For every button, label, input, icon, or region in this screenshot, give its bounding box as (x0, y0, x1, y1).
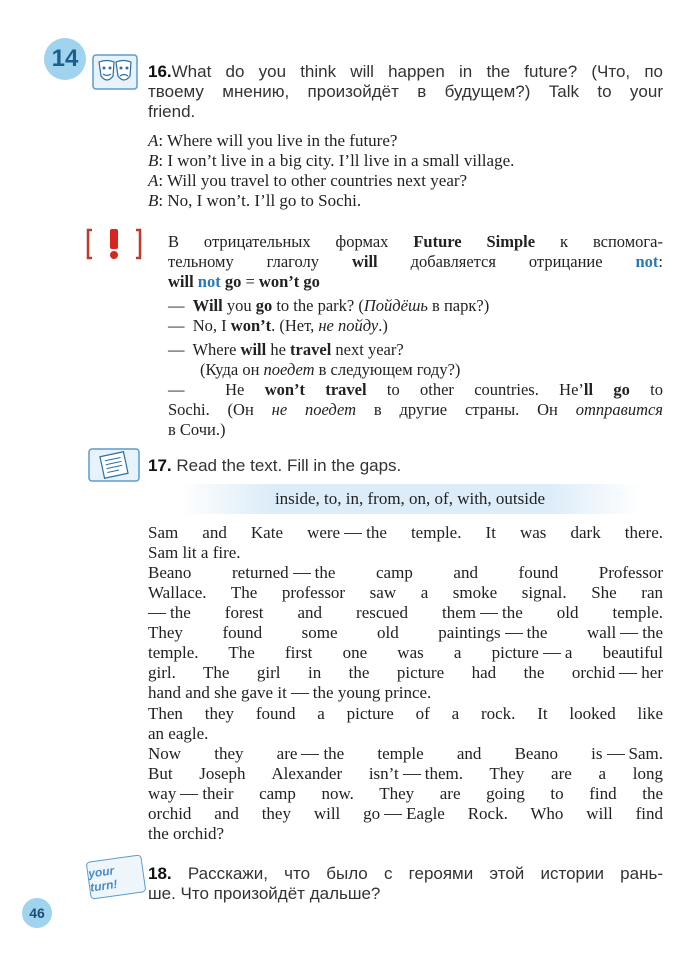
ex18-title-line-1: 18. Расскажи, что было с героями этой истории рань- (148, 864, 663, 883)
gap-blank[interactable] (607, 754, 625, 755)
text-line: an eagle. (148, 724, 209, 743)
rule-example-1: — Will you go to the park? (Пойдёшь в парк?) (168, 296, 490, 315)
ex16-title-line-1 (148, 62, 663, 82)
ex16-number: 16. (148, 62, 172, 81)
text-line: the orchid? (148, 824, 224, 843)
rule-line-2: тельному глаголу will добавляется отрицание not: (168, 252, 663, 271)
unit-number-badge: 14 (44, 38, 86, 80)
dialogue-line: A: Will you travel to other countries next year? (148, 171, 468, 190)
text-line: But Joseph Alexander isn’t them. They are a long (148, 764, 663, 783)
text-line: orchid and they will go Eagle Rock. Who will find (148, 804, 663, 823)
ex16-title-text: What do you think will happen in the future? (Что, по (171, 62, 663, 81)
gap-blank[interactable] (480, 613, 498, 614)
rule-line-1: В отрицательных формах Future Simple к вспомога- (168, 232, 663, 251)
gap-blank[interactable] (619, 673, 637, 674)
rule-example-4-line-3: в Сочи.) (168, 420, 226, 439)
text-line: temple. The first one was a picture a beautiful (148, 643, 663, 662)
notebook-icon (88, 448, 140, 482)
ex16-title-line-3: friend. (148, 102, 196, 121)
gap-blank[interactable] (180, 794, 198, 795)
dialogue-line: B: I won’t live in a big city. I’ll live in a small village. (148, 151, 515, 170)
gap-blank[interactable] (620, 633, 638, 634)
text-line: Then they found a picture of a rock. It looked like (148, 704, 663, 723)
rule-example-2: — No, I won’t. (Нет, не пойду.) (168, 316, 388, 335)
gap-blank[interactable] (403, 774, 421, 775)
theatre-masks-icon (92, 54, 138, 90)
gap-blank[interactable] (148, 613, 166, 614)
page-number: 46 (22, 898, 52, 928)
text-line: Sam and Kate were the temple. It was dark there. (148, 523, 663, 542)
text-line: girl. The girl in the picture had the orchid her (148, 663, 663, 682)
rule-formula: will not go = won’t go (168, 272, 320, 291)
text-line: Sam lit a fire. (148, 543, 241, 562)
gap-blank[interactable] (384, 814, 402, 815)
gap-blank[interactable] (291, 693, 309, 694)
rule-example-4: — He won’t travel to other countries. He’ll go to (168, 380, 664, 399)
text-line: Wallace. The professor saw a smoke signal. She ran (148, 583, 663, 602)
rule-example-3: — Where will he travel next year? (168, 340, 404, 359)
gap-blank[interactable] (505, 633, 523, 634)
dialogue-line: A: Where will you live in the future? (148, 131, 398, 150)
your-turn-badge: your turn! (86, 854, 147, 899)
ex16-title-line-2: твоему мнению, произойдёт в будущем?) Talk to your (148, 82, 663, 101)
gap-blank[interactable] (293, 573, 311, 574)
text-line: way their camp now. They are going to find the (148, 784, 663, 803)
rule-example-4-line-2: Sochi. (Он не поедет в другие страны. Он отправится (168, 400, 663, 419)
rule-example-3-translation: (Куда он поедет в следующем году?) (200, 360, 461, 379)
gap-blank[interactable] (543, 653, 561, 654)
exclamation-rule-icon (86, 226, 142, 262)
ex18-title-line-2: ше. Что произойдёт дальше? (148, 884, 381, 903)
gap-blank[interactable] (301, 754, 319, 755)
ex17-title: 17. Read the text. Fill in the gaps. (148, 456, 402, 475)
text-line: hand and she gave it the young prince. (148, 683, 432, 702)
dialogue-line: B: No, I won’t. I’ll go to Sochi. (148, 191, 362, 210)
gap-blank[interactable] (344, 533, 362, 534)
text-line: the forest and rescued them the old temple. (148, 603, 663, 623)
word-bank: inside, to, in, from, on, of, with, outside (180, 484, 640, 514)
text-line: Beano returned the camp and found Professor (148, 563, 663, 582)
text-line: They found some old paintings the wall the (148, 623, 664, 642)
text-line: Now they are the temple and Beano is Sam. (148, 744, 664, 763)
